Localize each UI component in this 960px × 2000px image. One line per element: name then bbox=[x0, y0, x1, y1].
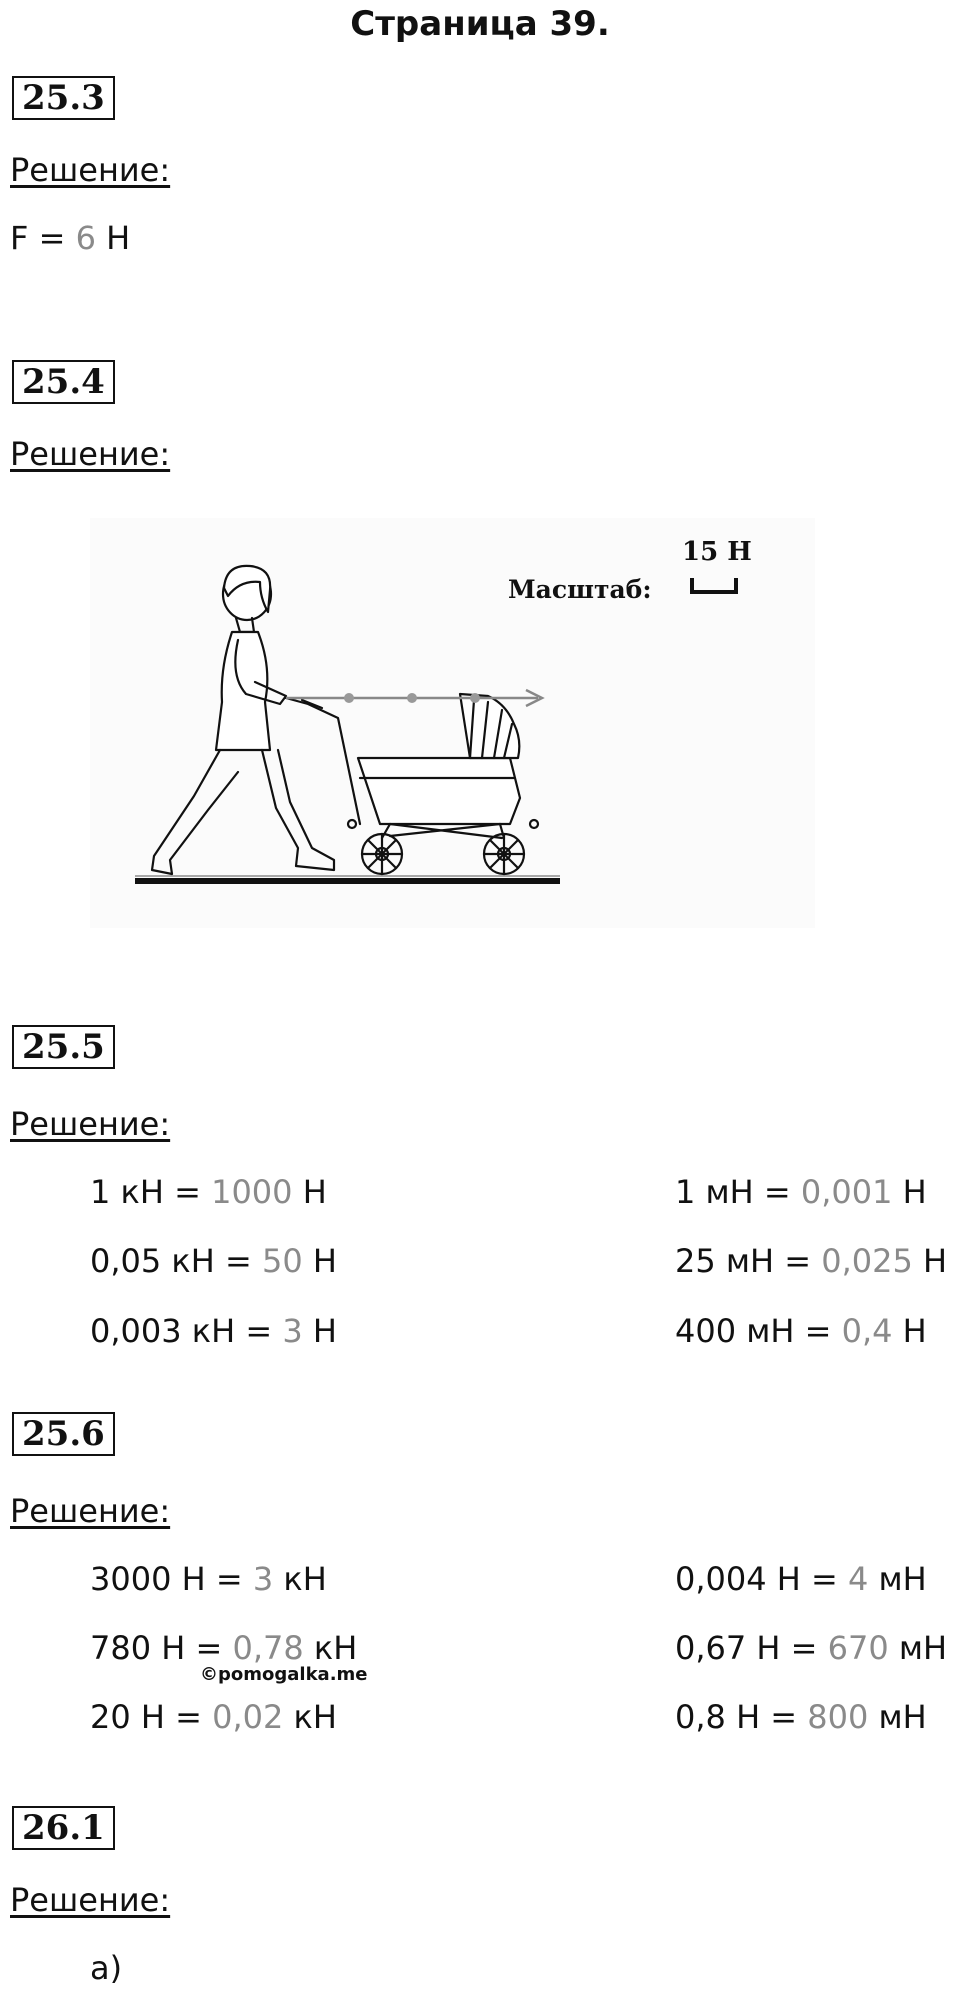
page-title: Страница 39. bbox=[350, 4, 610, 44]
conversion-line bbox=[675, 1241, 947, 1281]
conversion-lhs: 25 мН = bbox=[675, 1242, 822, 1280]
conversion-line bbox=[90, 1241, 337, 1281]
conversion-lhs: 1 мН = bbox=[675, 1173, 801, 1211]
watermark: ©pomogalka.me bbox=[200, 1664, 368, 1685]
conversion-unit: мН bbox=[868, 1560, 927, 1598]
solution-label: Решение: bbox=[10, 1492, 171, 1530]
arrow-division-mark bbox=[344, 693, 354, 703]
conversion-line bbox=[90, 1311, 337, 1351]
conversion-lhs: 0,004 Н = bbox=[675, 1560, 848, 1598]
conversion-unit: кН bbox=[273, 1560, 327, 1598]
conversion-line bbox=[675, 1311, 927, 1351]
solution-label: Решение: bbox=[10, 435, 171, 473]
stroller-figure bbox=[90, 518, 815, 928]
woman-pushing-stroller-illustration bbox=[90, 518, 815, 928]
conversion-line bbox=[675, 1559, 927, 1599]
conversion-answer: 4 bbox=[848, 1560, 869, 1598]
problem-number-25-5: 25.5 bbox=[12, 1025, 115, 1069]
conversion-lhs: 780 Н = bbox=[90, 1629, 233, 1667]
conversion-unit: Н bbox=[292, 1173, 327, 1211]
conversion-answer: 800 bbox=[807, 1698, 869, 1736]
sub-item-label: а) bbox=[90, 1949, 123, 1987]
problem-number-25-4: 25.4 bbox=[12, 360, 115, 404]
conversion-answer: 0,4 bbox=[841, 1312, 893, 1350]
arrow-division-mark bbox=[407, 693, 417, 703]
conversion-answer: 50 bbox=[261, 1242, 303, 1280]
conversion-unit: кН bbox=[303, 1629, 358, 1667]
solution-label: Решение: bbox=[10, 1881, 171, 1919]
arrow-division-mark bbox=[470, 693, 480, 703]
conversion-unit: Н bbox=[302, 1242, 337, 1280]
conversion-line bbox=[90, 1628, 357, 1668]
problem-number-25-3: 25.3 bbox=[12, 76, 115, 120]
problem-number-26-1: 26.1 bbox=[12, 1806, 115, 1850]
conversion-answer: 0,02 bbox=[212, 1698, 284, 1736]
unit-text: Н bbox=[95, 219, 131, 257]
conversion-line bbox=[90, 1172, 327, 1212]
scale-value-label: 15 Н bbox=[682, 537, 752, 567]
problem-number-25-6: 25.6 bbox=[12, 1412, 115, 1456]
scale-label: Масштаб: bbox=[508, 575, 652, 604]
conversion-unit: мН bbox=[868, 1698, 927, 1736]
conversion-unit: Н bbox=[892, 1312, 927, 1350]
conversion-answer: 1000 bbox=[211, 1173, 293, 1211]
conversion-unit: Н bbox=[892, 1173, 927, 1211]
conversion-lhs: 0,8 Н = bbox=[675, 1698, 808, 1736]
conversion-answer: 0,025 bbox=[821, 1242, 913, 1280]
conversion-lhs: 400 мН = bbox=[675, 1312, 842, 1350]
conversion-line bbox=[675, 1628, 947, 1668]
answer-value: 6 bbox=[75, 219, 96, 257]
conversion-lhs: 3000 Н = bbox=[90, 1560, 253, 1598]
conversion-lhs: 0,003 кН = bbox=[90, 1312, 283, 1350]
conversion-unit: Н bbox=[302, 1312, 337, 1350]
formula-text: F = bbox=[10, 219, 76, 257]
conversion-answer: 670 bbox=[827, 1629, 889, 1667]
solution-label: Решение: bbox=[10, 151, 171, 189]
solution-label: Решение: bbox=[10, 1105, 171, 1143]
answer-line-25-3 bbox=[10, 218, 130, 258]
conversion-lhs: 0,05 кН = bbox=[90, 1242, 262, 1280]
conversion-answer: 0,001 bbox=[800, 1173, 893, 1211]
conversion-unit: Н bbox=[912, 1242, 948, 1280]
conversion-answer: 3 bbox=[252, 1560, 274, 1598]
conversion-line bbox=[90, 1559, 327, 1599]
conversion-line bbox=[675, 1172, 927, 1212]
conversion-lhs: 0,67 Н = bbox=[675, 1629, 828, 1667]
conversion-answer: 0,78 bbox=[232, 1629, 304, 1667]
conversion-unit: мН bbox=[888, 1629, 948, 1667]
conversion-answer: 3 bbox=[282, 1312, 303, 1350]
conversion-line bbox=[675, 1697, 927, 1737]
conversion-lhs: 20 Н = bbox=[90, 1698, 213, 1736]
conversion-line bbox=[90, 1697, 337, 1737]
conversion-unit: кН bbox=[283, 1698, 337, 1736]
conversion-lhs: 1 кН = bbox=[90, 1173, 212, 1211]
